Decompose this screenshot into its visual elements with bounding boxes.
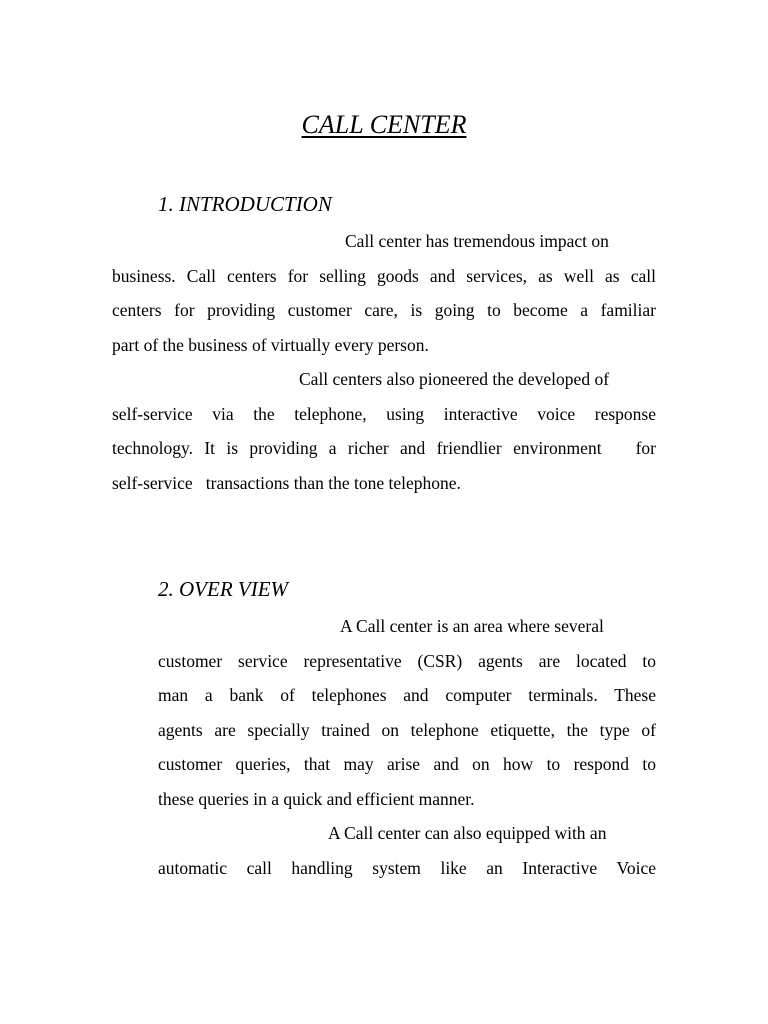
paragraph-line: centers for providing customer care, is going to become a familiar: [112, 300, 656, 320]
paragraph-line: part of the business of virtually every person.: [112, 334, 429, 355]
section-heading-introduction: 1. INTRODUCTION: [158, 192, 332, 216]
paragraph-line: automatic call handling system like an Interactive Voice: [158, 857, 656, 878]
paragraph-line: Call centers also pioneered the developed of: [299, 369, 610, 389]
paragraph-line: self-service via the telephone, using interactive voice response: [112, 403, 656, 424]
section-heading-overview: 2. OVER VIEW: [158, 577, 289, 601]
introduction-paragraph-2: [112, 362, 656, 500]
paragraph-line: these queries in a quick and efficient manner.: [158, 788, 475, 809]
introduction-paragraph-1: [112, 224, 656, 362]
paragraph-line: Call center has tremendous impact on: [345, 231, 609, 251]
paragraph-line: business. Call centers for selling goods and services, as well as call: [112, 265, 656, 286]
paragraph-line: A Call center can also equipped with an: [328, 823, 607, 843]
paragraph-line: customer queries, that may arise and on how to respond to: [158, 754, 656, 774]
document-title: CALL CENTER: [301, 110, 467, 139]
paragraph-line: A Call center is an area where several: [340, 616, 604, 636]
paragraph-line: agents are specially trained on telephone etiquette, the type of: [158, 719, 656, 740]
paragraph-line: man a bank of telephones and computer terminals. These: [158, 685, 656, 705]
paragraph-line: customer service representative (CSR) agents are located to: [158, 650, 656, 671]
paragraph-line: technology. It is providing a richer and friendlier environment for: [112, 438, 656, 458]
paragraph-line: self-service transactions than the tone telephone.: [112, 472, 461, 493]
overview-paragraph-1: [158, 609, 656, 816]
overview-paragraph-2: [158, 816, 656, 885]
